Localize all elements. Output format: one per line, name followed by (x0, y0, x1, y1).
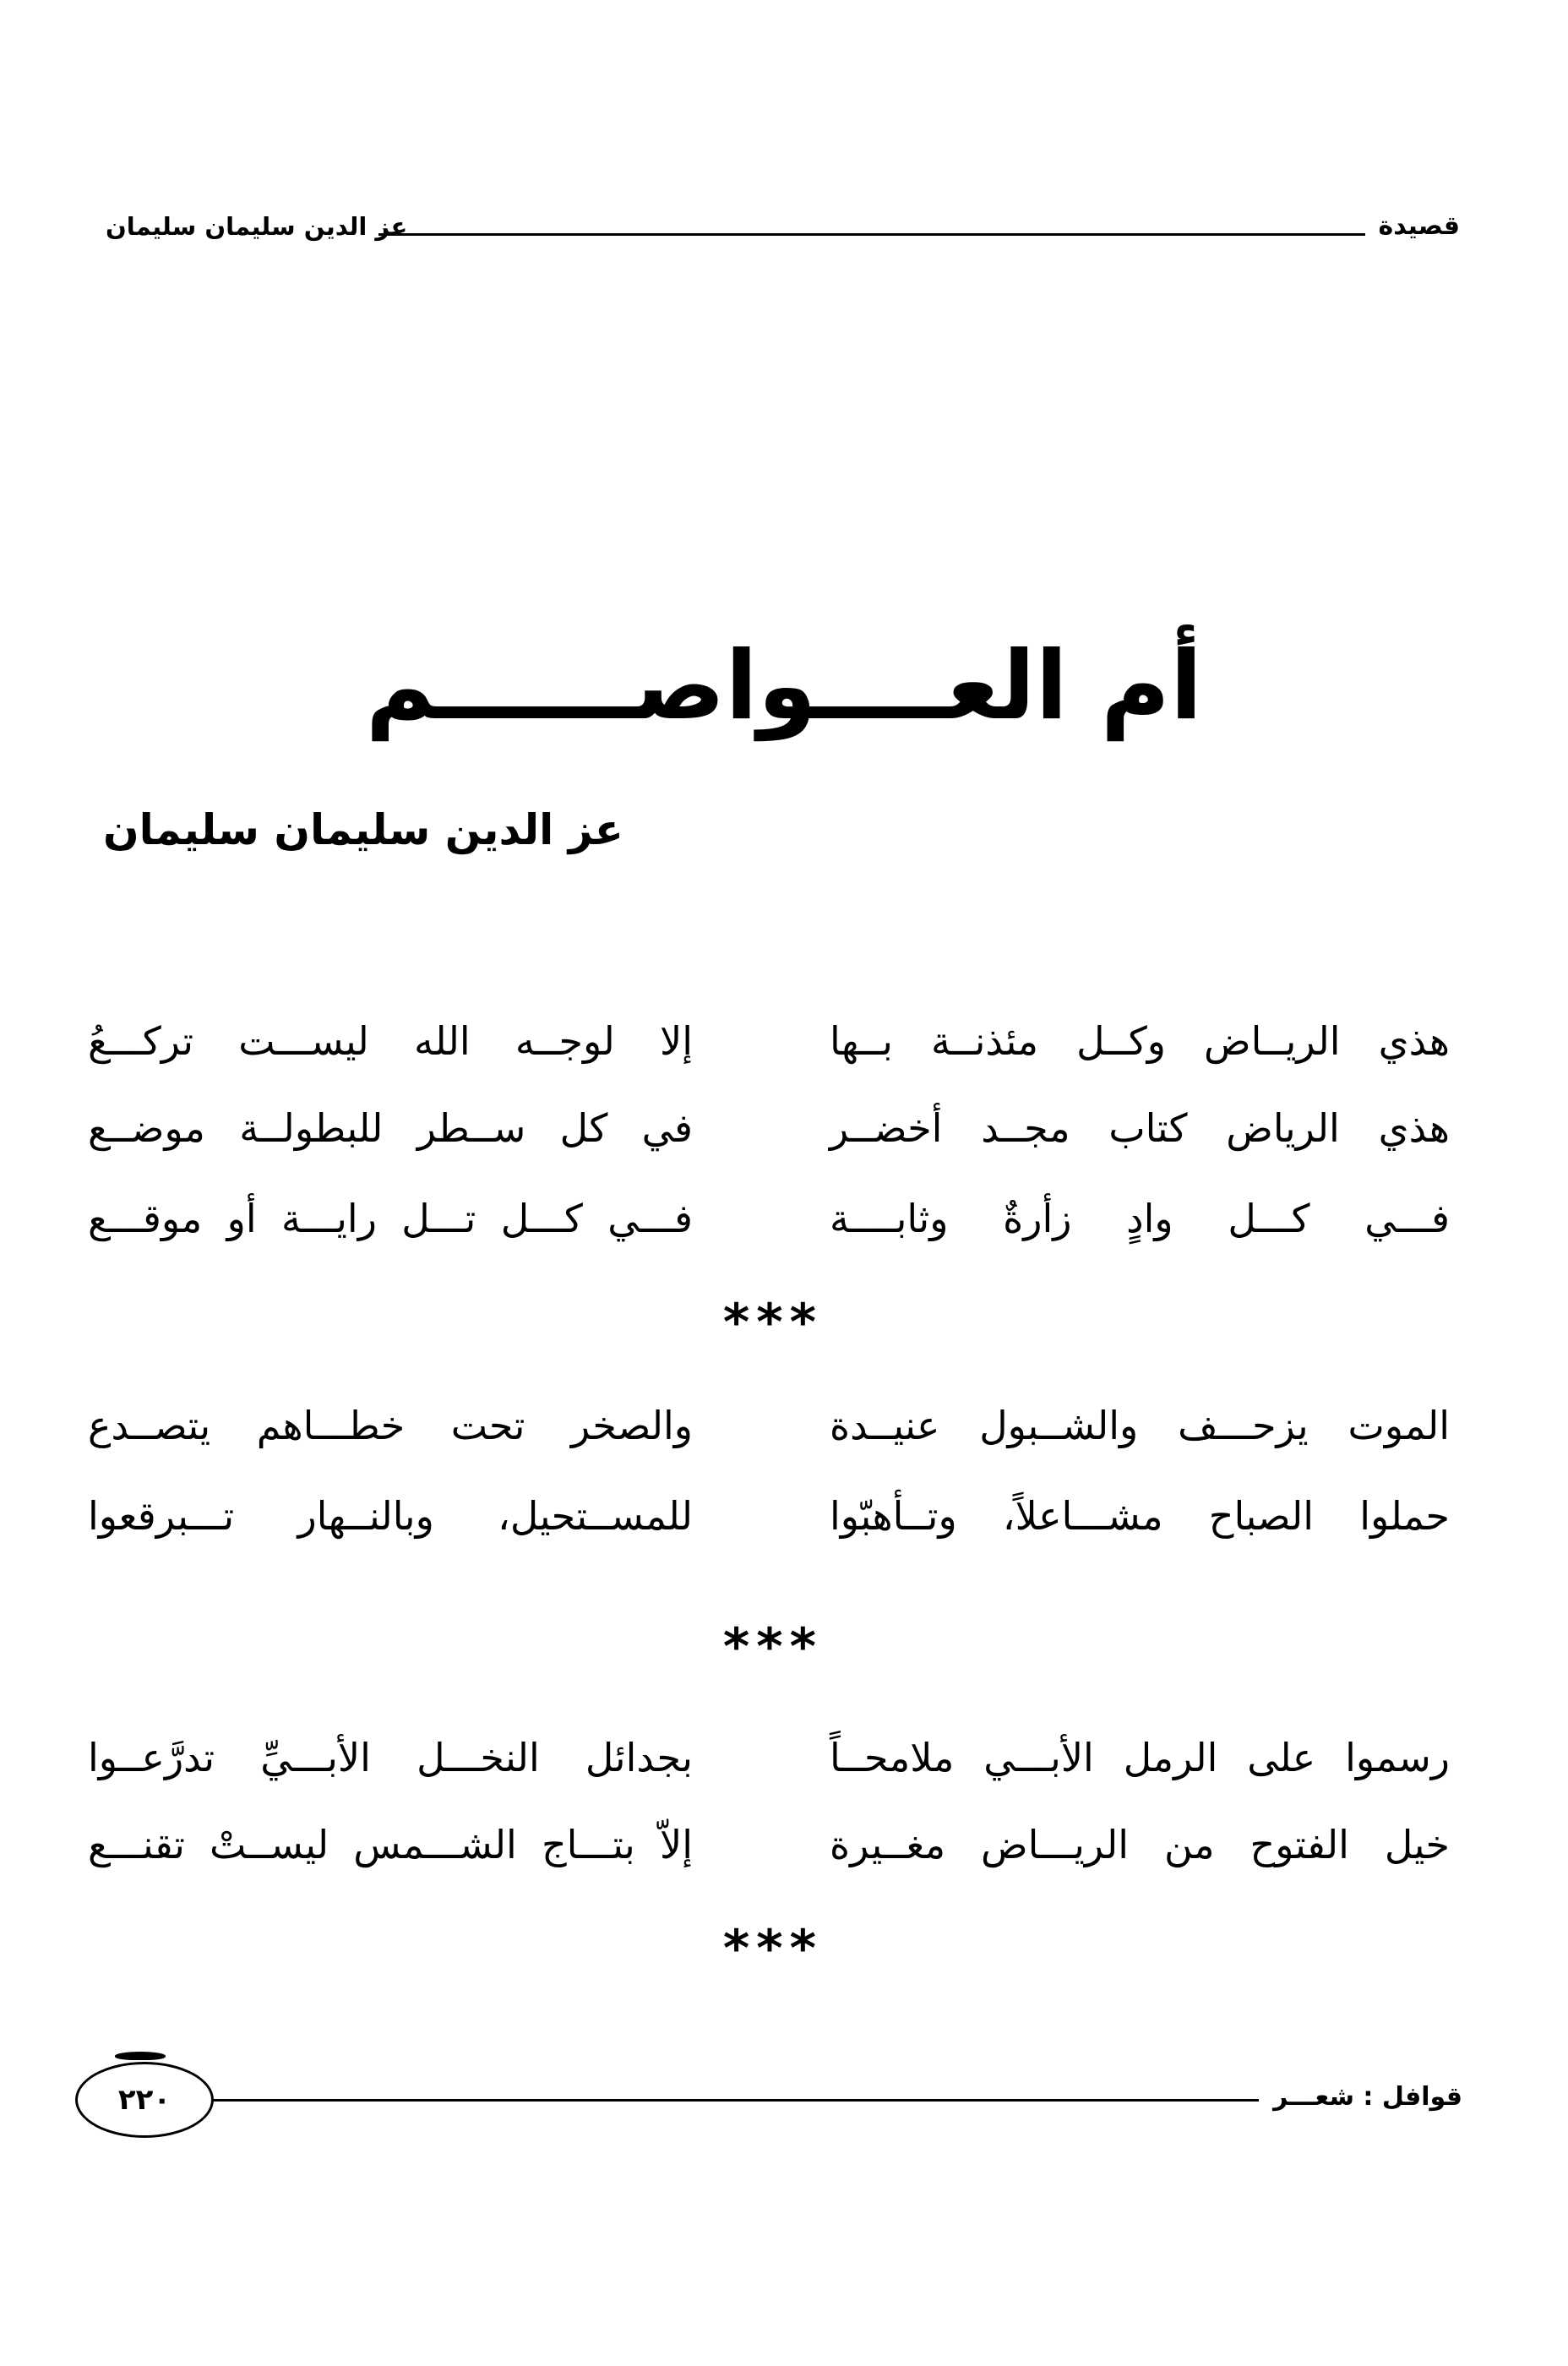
verse-left-hemistich: للمســتحيل، وبالنــهار تـــبرقعوا (88, 1493, 693, 1539)
page-number: ٢٢٠ (117, 2083, 172, 2117)
verse-row (88, 1814, 1450, 1875)
verse-right-hemistich: خيل الفتوح من الريـــاض مغــيرة (830, 1822, 1450, 1867)
verse-row (88, 1395, 1450, 1456)
footer-rule (211, 2099, 1259, 2102)
verse-row (88, 1098, 1450, 1158)
verse-right-hemistich: الموت يزحـــف والشــبول عنيــدة (830, 1403, 1450, 1448)
verse-right-hemistich: هذي الريــاض وكــل مئذنــة بــها (830, 1018, 1450, 1064)
verse-right-hemistich: فـــي كـــل وادٍ زأرةٌ وثابــــة (830, 1196, 1450, 1241)
header-author: عز الدين سليمان سليمان (106, 212, 408, 241)
verse-row (88, 1188, 1450, 1249)
verse-left-hemistich: فـــي كـــل تـــل رايـــة أو موقـــع (88, 1196, 693, 1241)
separator-asterisks: *** (722, 1919, 824, 1978)
page-number-oval (75, 2062, 214, 2138)
verse-right-hemistich: حملوا الصباح مشـــاعلاً، وتــأهبّوا (830, 1493, 1450, 1539)
verse-row (88, 1486, 1450, 1546)
poem-author: عز الدين سليمان سليمان (103, 805, 623, 854)
verse-left-hemistich: إلاّ بتـــاج الشـــمس ليســتْ تقنـــع (88, 1822, 693, 1867)
verse-left-hemistich: إلا لوجــه الله ليســـت تركـــعُ (88, 1018, 693, 1064)
verse-left-hemistich: والصخر تحت خطـــاهم يتصــدع (88, 1403, 693, 1448)
footer-series-label: قوافل : شعـــر (1273, 2082, 1462, 2112)
poem-title: أم العــــواصــــــم (365, 631, 1203, 741)
stanza-separator (689, 1284, 858, 1352)
verse-left-hemistich: بجدائل النخـــل الأبـــيِّ تدرَّعــوا (88, 1735, 693, 1780)
verse-row (88, 1011, 1450, 1071)
verse-right-hemistich: رسموا على الرمل الأبـــي ملامحــاً (830, 1735, 1450, 1780)
header-rule (378, 233, 1365, 236)
separator-asterisks: *** (722, 1293, 824, 1352)
header-section-label: قصيدة (1378, 211, 1460, 241)
oval-ornament (115, 2052, 166, 2060)
stanza-separator (689, 1609, 858, 1676)
verse-row (88, 1727, 1450, 1788)
verse-right-hemistich: هذي الرياض كتاب مجــد أخضــر (830, 1105, 1450, 1151)
separator-asterisks: *** (722, 1617, 824, 1676)
stanza-separator (689, 1911, 858, 1978)
verse-left-hemistich: في كل ســطر للبطولــة موضــع (88, 1105, 693, 1151)
